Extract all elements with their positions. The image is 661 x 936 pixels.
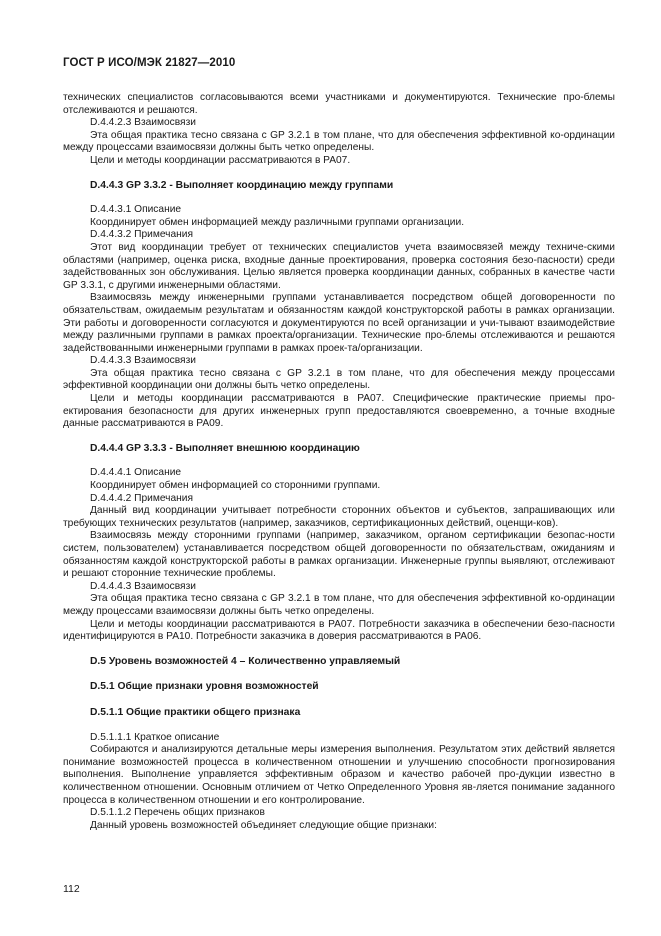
paragraph: Эта общая практика тесно связана с GP 3.2.1 в том плане, что для обеспечения эффективной ко-ординации между процессами взаимосвязи должны быть четко определены. <box>63 129 615 154</box>
paragraph: Собираются и анализируются детальные меры измерения выполнения. Результатом этих действий является понимание возможностей процесса в количественном отношении и улучшению способности прогнозирования выполнения. Выполнение управляется эффективным образом и качество рабочей про-дукции известно в количественном отношении. Основным отличием от Четко Определенного Уровня яв-ляется понимание заданного процесса в количественном отношении и его контролирование. <box>63 744 615 806</box>
paragraph: Взаимосвязь между сторонними группами (например, заказчиком, органом сертификации безопас-ности систем, пользователем) устанавливается посредством общей договоренности по обязательствам, ожиданиям и обязанностям каждой конструкторской работы в рамках организации. Инженерные группы выявляют, отслеживают и решают сторонние технические проблемы. <box>63 530 615 580</box>
paragraph: Эта общая практика тесно связана с GP 3.2.1 в том плане, что для обеспечения эффективной ко-ординации между процессами взаимосвязи должны быть четко определены. <box>63 593 615 617</box>
document-header: ГОСТ Р ИСО/МЭК 21827—2010 <box>63 57 236 69</box>
paragraph: Цели и методы координации рассматриваются в PA07. Потребности заказчика в обеспечении безо-пасности идентифицируются в PA10. Потребности заказчика в доверия рассматриваются в PA06. <box>63 618 615 643</box>
paragraph: Этот вид координации требует от технических специалистов учета взаимосвязей между техниче-скими областями (например, оценка риска, входные данные проектирования, проверка состояния безо-пасности) среди задействованных зон обслуживания. Целью является проверка координации данных, собранных в качестве части GP 3.3.1, с другими инженерными областями. <box>63 241 615 291</box>
subsection-label: D.5.1.1.1 Краткое описание <box>90 731 220 743</box>
subsection-label: D.4.4.4.3 Взаимосвязи <box>90 580 196 592</box>
paragraph: Данный уровень возможностей объединяет следующие общие признаки: <box>90 819 437 831</box>
page-number: 112 <box>63 883 80 895</box>
paragraph: технических специалистов согласовываются всеми участниками и документируются. Технические про-блемы отслеживаются и решаются. <box>63 92 615 116</box>
paragraph: Координирует обмен информацией со сторонними группами. <box>90 480 381 492</box>
subsection-label: D.4.4.4.2 Примечания <box>90 492 193 504</box>
paragraph: Цели и методы координации рассматриваются в PA07. Специфические практические приемы про-ектирования безопасности для других инженерных групп предоставляются своевременно, а точные входные данные рассматриваются в PA09. <box>63 393 615 430</box>
subsection-label: D.4.4.3.2 Примечания <box>90 229 193 241</box>
section-heading: D.5.1.1 Общие практики общего признака <box>90 706 301 718</box>
subsection-label: D.4.4.3.3 Взаимосвязи <box>90 355 196 367</box>
paragraph: Цели и методы координации рассматриваются в PA07. <box>90 154 351 166</box>
section-heading: D.5 Уровень возможностей 4 – Количественно управляемый <box>90 655 401 667</box>
subsection-label: D.4.4.4.1 Описание <box>90 467 182 479</box>
section-heading: D.4.4.3 GP 3.3.2 - Выполняет координацию между группами <box>90 179 394 191</box>
paragraph: Эта общая практика тесно связана с GP 3.2.1 в том плане, что для обеспечения между процессами эффективной координации они должны быть четко определены. <box>63 367 615 392</box>
paragraph: Взаимосвязь между инженерными группами устанавливается посредством общей договоренности по обязательствам, ожидаемым результатам и обязанностям каждой конструкторской работы в рамках организации. Эти работы и договоренности согласуются и документируются по всей организации и учи-тывают взаимодействие между различными группами в рамках проекта/организации. Технические про-блемы отслеживаются и решаются задействованными инженерными группами в рамках проек-та/организации. <box>63 292 615 354</box>
paragraph: Данный вид координации учитывает потребности сторонних объектов и субъектов, запрашивающих или требующих технических результатов (например, заказчиков, сертификационных действий, оценщи-ков). <box>63 505 615 529</box>
subsection-label: D.5.1.1.2 Перечень общих признаков <box>90 807 265 819</box>
paragraph: Координирует обмен информацией между различными группами организации. <box>90 216 465 228</box>
subsection-label: D.4.4.3.1 Описание <box>90 204 182 216</box>
subsection-label: D.4.4.2.3 Взаимосвязи <box>90 117 196 129</box>
section-heading: D.4.4.4 GP 3.3.3 - Выполняет внешнюю координацию <box>90 442 360 454</box>
section-heading: D.5.1 Общие признаки уровня возможностей <box>90 681 319 693</box>
document-body <box>63 92 615 832</box>
